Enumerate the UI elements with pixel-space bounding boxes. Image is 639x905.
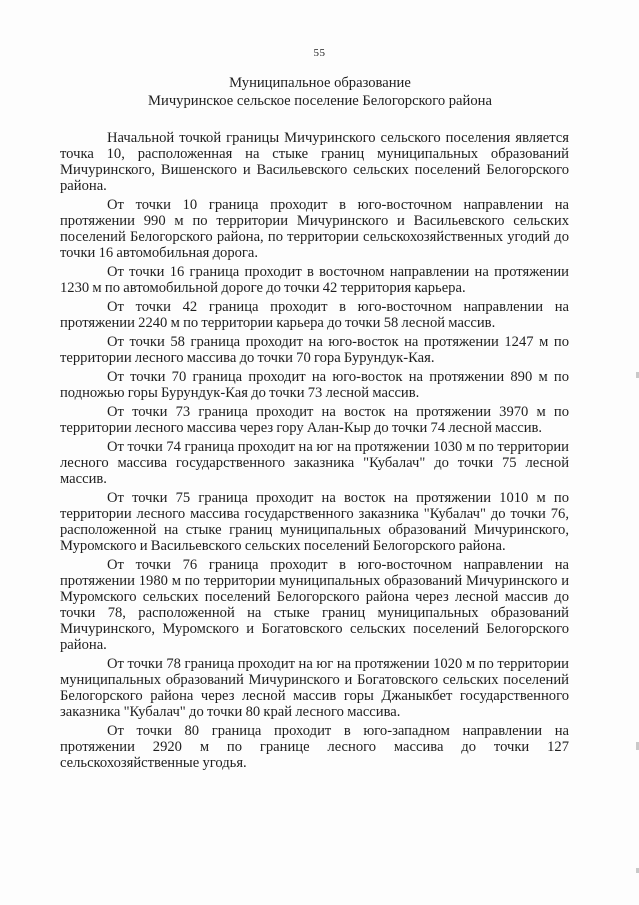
paragraph-5: От точки 58 граница проходит на юго-восток на протяжении 1247 м по территории лесного массива до точки 70 гора Бурундук-Кая.: [60, 334, 569, 366]
paragraph-7: От точки 73 граница проходит на восток на протяжении 3970 м по территории лесного массива через гору Алан-Кыр до точки 74 лесной массив.: [60, 404, 569, 436]
paragraph-9: От точки 75 граница проходит на восток на протяжении 1010 м по территории лесного массива государственного заказника "Кубалач" до точки 76, расположенной на стыке границ муниципальных образований Мичуринского, Муромского и Васильевского сельских поселений Белогорского района.: [60, 490, 569, 554]
paragraph-10: От точки 76 граница проходит в юго-восточном направлении на протяжении 1980 м по территории муниципальных образований Мичуринского и Муромского сельских поселений Белогорского района через лесной массив до точки 78, расположенной на стыке границ муниципальных образований Мичуринского, Муромского и Богатовского сельских поселений Белогорского района.: [60, 557, 569, 653]
paragraph-8: От точки 74 граница проходит на юг на протяжении 1030 м по территории лесного массива государственного заказника "Кубалач" до точки 75 лесной массив.: [60, 439, 569, 487]
paragraph-12: От точки 80 граница проходит в юго-западном направлении на протяжении 2920 м по границе лесного массива до точки 127 сельскохозяйственные угодья.: [60, 723, 569, 771]
paragraph-3: От точки 16 граница проходит в восточном направлении на протяжении 1230 м по автомобильной дороге до точки 42 территория карьера.: [60, 264, 569, 296]
paragraph-4: От точки 42 граница проходит в юго-восточном направлении на протяжении 2240 м по территории карьера до точки 58 лесной массив.: [60, 299, 569, 331]
page-number: 55: [313, 47, 326, 59]
document-heading: [60, 74, 580, 110]
document-body: [60, 130, 569, 774]
paragraph-2: От точки 10 граница проходит в юго-восточном направлении на протяжении 990 м по территории Мичуринского и Васильевского сельских поселений Белогорского района, по территории сельскохозяйственных угодий до точки 16 автомобильная дорога.: [60, 197, 569, 261]
paragraph-1: Начальной точкой границы Мичуринского сельского поселения является точка 10, расположенная на стыке границ муниципальных образований Мичуринского, Вишенского и Васильевского сельских поселений Белогорского района.: [60, 130, 569, 194]
heading-line-2: Мичуринское сельское поселение Белогорского района: [148, 93, 492, 109]
paragraph-6: От точки 70 граница проходит на юго-восток на протяжении 890 м по подножью горы Бурундук-Кая до точки 73 лесной массив.: [60, 369, 569, 401]
heading-line-1: Муниципальное образование: [229, 75, 411, 91]
paragraph-11: От точки 78 граница проходит на юг на протяжении 1020 м по территории муниципальных образований Мичуринского и Богатовского сельских поселений Белогорского района через лесной массив горы Джаныкбет государственного заказника "Кубалач" до точки 80 край лесного массива.: [60, 656, 569, 720]
